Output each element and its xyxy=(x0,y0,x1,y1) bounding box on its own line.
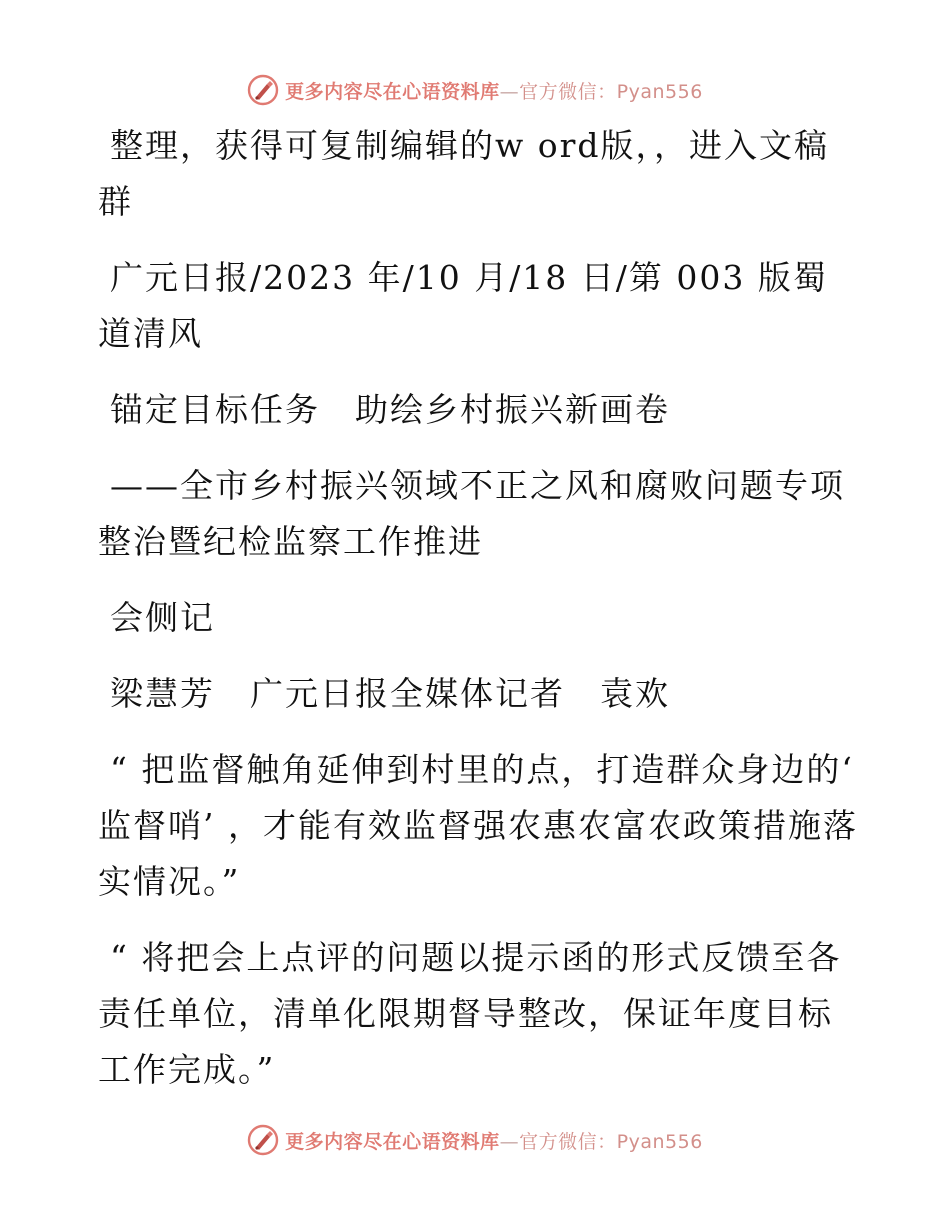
quote-paragraph: “ 将把会上点评的问题以提示函的形式反馈至各责任单位，清单化限期督导整改，保证年度目标工作完成。” xyxy=(98,938,842,1089)
header-watermark xyxy=(0,72,950,108)
intro-paragraph: 整理，获得可复制编辑的w ord版，，进入文稿群 xyxy=(98,126,830,221)
footer-watermark xyxy=(0,1122,950,1158)
pen-logo-icon xyxy=(247,1124,279,1156)
article-subtitle-continued: 会侧记 xyxy=(110,598,215,637)
watermark-text xyxy=(285,1127,703,1154)
watermark-text xyxy=(285,77,703,104)
pen-logo-icon xyxy=(247,74,279,106)
quote-paragraph: “ 把监督触角延伸到村里的点，打造群众身边的‘ 监督哨’ ，才能有效监督强农惠农富农政策措施落实情况。” xyxy=(98,750,858,901)
article-title: 锚定目标任务 助绘乡村振兴新画卷 xyxy=(110,390,670,429)
article-subtitle: ——全市乡村振兴领域不正之风和腐败问题专项整治暨纪检监察工作推进 xyxy=(98,466,845,561)
watermark-wechat: 官方微信：Pyan556 xyxy=(519,1130,703,1153)
watermark-brand: 更多内容尽在心语资料库 xyxy=(285,80,500,103)
byline: 梁慧芳 广元日报全媒体记者 袁欢 xyxy=(110,674,670,713)
watermark-wechat: 官方微信：Pyan556 xyxy=(519,80,703,103)
watermark-separator: — xyxy=(499,1130,520,1153)
document-body xyxy=(98,118,858,1098)
watermark-separator: — xyxy=(499,80,520,103)
watermark-brand: 更多内容尽在心语资料库 xyxy=(285,1130,500,1153)
source-line: 广元日报/2023 年/10 月/18 日/第 003 版蜀道清风 xyxy=(98,258,828,353)
